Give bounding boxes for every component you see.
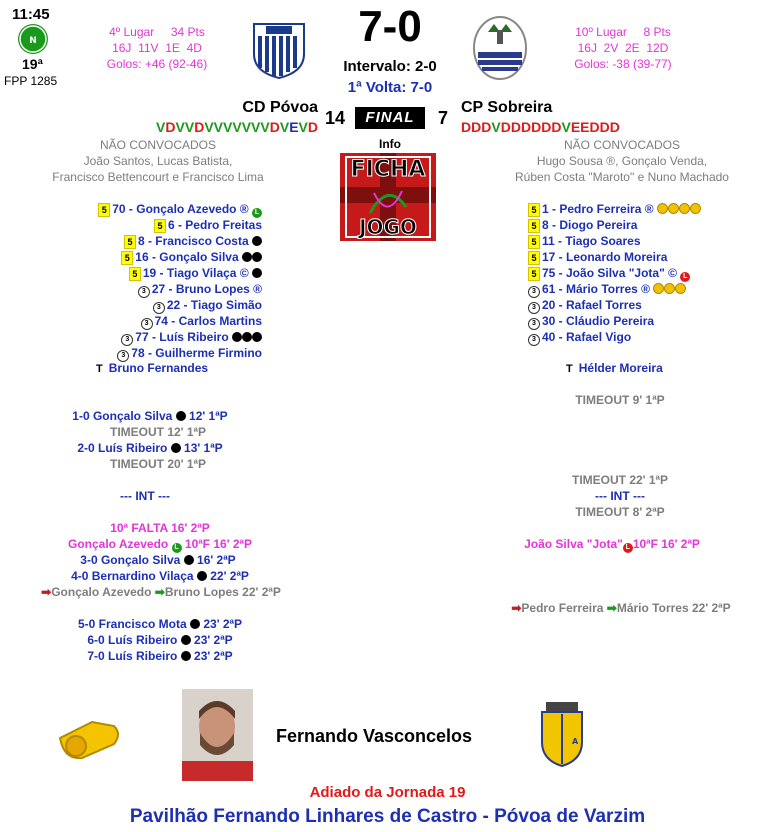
form-result: V [156, 119, 166, 135]
form-result: D [589, 119, 600, 135]
goal-ball-icon [252, 236, 262, 246]
home-team-name[interactable]: CD Póvoa [242, 99, 318, 116]
info-link[interactable]: Info [379, 137, 401, 151]
player-name: 20 - Rafael Torres [542, 298, 642, 312]
goal-event [0, 632, 320, 648]
home-crest[interactable] [246, 14, 312, 80]
ficha-top-text: FICHA [350, 157, 426, 182]
ball-icon [190, 619, 200, 629]
form-result: V [204, 119, 214, 135]
form-result: D [520, 119, 532, 135]
form-result: D [609, 119, 620, 135]
form-result: D [481, 119, 492, 135]
player-name: 16 - Gonçalo Silva [135, 250, 239, 264]
player-row[interactable] [129, 265, 262, 281]
home-position: 4º Lugar 34 Pts [109, 25, 205, 39]
form-result: V [241, 119, 252, 135]
sub-badge: 3 [121, 334, 133, 346]
away-crest[interactable] [468, 12, 532, 82]
player-name: 78 - Guilherme Firmino [131, 346, 262, 360]
final-label: FINAL [365, 109, 415, 126]
player-name: 70 - Gonçalo Azevedo ® [112, 202, 249, 216]
event-detail: 10ªF 16' 2ªP [181, 537, 253, 551]
starter-badge: 5 [124, 235, 136, 249]
arrow-in-icon: ➡ [606, 601, 617, 615]
goal-time: 23' 2ªP [200, 617, 243, 631]
goal-event [0, 616, 320, 632]
coach-icon: T [96, 363, 103, 375]
halftime-score: Intervalo: 2-0 [343, 58, 437, 75]
starter-badge: 5 [528, 203, 540, 217]
away-coach-row[interactable] [566, 361, 663, 375]
player-name: 8 - Diogo Pereira [542, 218, 638, 232]
player-out: Pedro Ferreira [521, 601, 607, 615]
player-name: 27 - Bruno Lopes ® [151, 282, 262, 296]
player-out: Gonçalo Azevedo [51, 585, 155, 599]
away-big-number: 7 [438, 108, 449, 128]
form-result: E [289, 119, 299, 135]
arrow-in-icon: ➡ [154, 585, 165, 599]
home-big-number: 14 [325, 108, 346, 128]
player-name: 11 - Tiago Soares [542, 234, 641, 248]
player-row[interactable] [528, 249, 667, 265]
player-row[interactable] [153, 297, 262, 313]
form-result: V [251, 119, 261, 135]
form-result: V [175, 119, 185, 135]
foul-event: 10ª FALTA 16' 2ªP [110, 521, 210, 535]
away-position: 10º Lugar 8 Pts [575, 25, 671, 39]
form-result: D [461, 119, 472, 135]
final-score: 7-0 [358, 2, 422, 51]
foul-marker-icon [675, 283, 686, 294]
form-result: D [599, 119, 610, 135]
round-label: 19ª [22, 56, 43, 72]
form-result: D [510, 119, 521, 135]
form-result: D [194, 119, 205, 135]
ball-icon [197, 571, 207, 581]
form-result: V [223, 119, 233, 135]
player-row[interactable] [528, 201, 701, 217]
fpp-rank: FPP 1285 [4, 74, 58, 88]
away-team-name[interactable]: CP Sobreira [461, 99, 553, 116]
foul-marker-icon [690, 203, 701, 214]
away-form [461, 119, 620, 135]
away-not-called-line1: Hugo Sousa ®, Gonçalo Venda, [536, 154, 708, 168]
goal-ball-icon [242, 252, 252, 262]
foul-marker-icon [668, 203, 679, 214]
form-result: V [298, 119, 308, 135]
goal-text: 2-0 Luís Ribeiro [77, 441, 168, 455]
goal-text: 3-0 Gonçalo Silva [80, 553, 181, 567]
player-row[interactable] [528, 281, 686, 297]
form-result: V [260, 119, 270, 135]
form-result: E [580, 119, 590, 135]
player-name: João Silva "Jota" [524, 537, 623, 551]
form-result: D [551, 119, 562, 135]
goal-text: 5-0 Francisco Mota [77, 617, 187, 631]
away-not-called-line2: Rúben Costa "Maroto" e Nuno Machado [515, 170, 729, 184]
player-row[interactable] [528, 265, 690, 281]
ball-icon [181, 651, 191, 661]
player-name: 6 - Pedro Freitas [167, 218, 262, 232]
home-goals: Golos: +46 (92-46) [106, 57, 208, 71]
goal-time: 12' 1ªP [185, 409, 228, 423]
match-time: 11:45 [12, 6, 50, 23]
goal-event [0, 408, 300, 424]
final-badge [355, 107, 425, 129]
goal-time: 22' 2ªP [206, 569, 249, 583]
form-result: V [213, 119, 223, 135]
goal-ball-icon [252, 332, 262, 342]
timeout-event: TIMEOUT 9' 1ªP [575, 393, 665, 407]
form-result: D [531, 119, 542, 135]
coach-icon: T [566, 363, 573, 375]
goal-text: 4-0 Bernardino Vilaça [71, 569, 194, 583]
goal-event [0, 568, 320, 584]
player-row[interactable] [124, 233, 262, 249]
home-not-called-line2: Francisco Bettencourt e Francisco Lima [52, 170, 264, 184]
away-coach: Hélder Moreira [578, 361, 663, 375]
away-goals: Golos: -38 (39-77) [574, 57, 672, 71]
goal-ball-icon [242, 332, 252, 342]
starter-badge: 5 [154, 219, 166, 233]
player-name: 8 - Francisco Costa [137, 234, 249, 248]
sub-badge: 3 [138, 286, 150, 298]
ball-icon [176, 411, 186, 421]
sub-badge: 3 [528, 286, 540, 298]
goal-time: 23' 2ªP [190, 633, 233, 647]
goal-time: 16' 2ªP [193, 553, 236, 567]
sub-badge: 3 [528, 334, 540, 346]
referee-name: Fernando Vasconcelos [276, 726, 473, 746]
ficha-bottom-text: JOGO [359, 215, 417, 239]
whistle-icon [52, 708, 124, 764]
ball-icon [181, 635, 191, 645]
starter-badge: 5 [98, 203, 110, 217]
sub-badge: 3 [117, 350, 129, 362]
starter-badge: 5 [528, 235, 540, 249]
red-card-icon: L [623, 543, 633, 553]
arrow-out-icon: ➡ [511, 601, 522, 615]
player-name: 61 - Mário Torres ® [542, 282, 650, 296]
player-row[interactable] [528, 329, 631, 345]
starter-badge: 5 [121, 251, 133, 265]
away-not-called-title: NÃO CONVOCADOS [563, 138, 680, 152]
timeout-event: TIMEOUT 20' 1ªP [110, 457, 206, 471]
home-coach-row[interactable] [96, 361, 208, 375]
form-result: D [307, 119, 318, 135]
player-name: 22 - Tiago Simão [166, 298, 262, 312]
home-record: 16J 11V 1E 4D [112, 41, 202, 55]
timeout-event: TIMEOUT 12' 1ªP [110, 425, 206, 439]
home-not-called-line1: João Santos, Lucas Batista, [83, 154, 233, 168]
player-row[interactable] [154, 217, 262, 233]
player-name: Gonçalo Azevedo [67, 537, 172, 551]
form-result: D [269, 119, 280, 135]
substitution-event [0, 584, 322, 600]
foul-marker-icon [664, 283, 675, 294]
ficha-jogo-logo[interactable] [334, 151, 442, 243]
svg-text:A: A [572, 737, 579, 746]
substitution-event [490, 600, 752, 616]
home-coach: Bruno Fernandes [108, 361, 209, 375]
goal-time: 13' 1ªP [180, 441, 223, 455]
player-in: Bruno Lopes 22' 2ªP [164, 585, 281, 599]
starter-badge: 5 [528, 251, 540, 265]
player-row[interactable] [98, 201, 262, 217]
referee-photo[interactable] [182, 689, 253, 781]
home-stats [92, 24, 222, 72]
timeout-event: TIMEOUT 22' 1ªP [572, 473, 668, 487]
venue[interactable]: Pavilhão Fernando Linhares de Castro - Póvoa de Varzim [129, 806, 646, 827]
foul-marker-icon [653, 283, 664, 294]
starter-badge: 5 [129, 267, 141, 281]
player-name: 19 - Tiago Vilaça © [142, 266, 249, 280]
goal-text: 7-0 Luís Ribeiro [87, 649, 178, 663]
competition-logo[interactable] [18, 24, 48, 54]
arrow-out-icon: ➡ [41, 585, 52, 599]
form-result: V [184, 119, 195, 135]
form-result: D [165, 119, 176, 135]
red-card-icon: L [680, 272, 690, 282]
player-row[interactable] [528, 297, 642, 313]
form-result: V [232, 119, 242, 135]
sub-badge: 3 [528, 318, 540, 330]
player-row[interactable] [528, 217, 637, 233]
form-result: V [279, 119, 290, 135]
player-name: 75 - João Silva "Jota" © [542, 266, 677, 280]
goal-text: 1-0 Gonçalo Silva [72, 409, 173, 423]
card-event [490, 536, 734, 552]
sub-badge: 3 [153, 302, 165, 314]
player-row[interactable] [121, 249, 262, 265]
form-result: V [561, 119, 571, 135]
goal-event [0, 552, 316, 568]
goal-ball-icon [252, 252, 262, 262]
away-not-called [484, 137, 760, 185]
ball-icon [184, 555, 194, 565]
foul-marker-icon [657, 203, 668, 214]
event-detail: 10ªF 16' 2ªP [632, 537, 700, 551]
player-name: 77 - Luís Ribeiro [135, 330, 229, 344]
interval-marker: --- INT --- [120, 489, 170, 503]
player-row[interactable] [138, 281, 262, 297]
starter-badge: 5 [528, 267, 540, 281]
player-name: 74 - Carlos Martins [154, 314, 262, 328]
goal-time: 23' 2ªP [190, 649, 233, 663]
form-result: V [491, 119, 501, 135]
foul-marker-icon [679, 203, 690, 214]
player-row[interactable] [117, 345, 262, 361]
player-row[interactable] [528, 313, 654, 329]
player-row[interactable] [121, 329, 262, 345]
form-result: D [500, 119, 511, 135]
goal-text: 6-0 Luís Ribeiro [87, 633, 178, 647]
home-form [100, 119, 318, 135]
player-in: Mário Torres 22' 2ªP [616, 601, 731, 615]
form-result: E [570, 119, 581, 135]
home-not-called [20, 137, 296, 185]
referee-association-crest [536, 700, 588, 768]
home-not-called-title: NÃO CONVOCADOS [99, 138, 216, 152]
svg-text:N: N [29, 36, 37, 46]
goal-event [0, 648, 320, 664]
away-stats [558, 24, 688, 72]
card-event [0, 536, 320, 552]
player-name: 30 - Cláudio Pereira [542, 314, 655, 328]
sub-badge: 3 [528, 302, 540, 314]
postponed-note: Adiado da Jornada 19 [309, 784, 466, 801]
goal-ball-icon [252, 268, 262, 278]
green-card-icon: L [172, 543, 182, 553]
ball-icon [171, 443, 181, 453]
first-leg-score: 1ª Volta: 7-0 [347, 79, 433, 96]
goal-ball-icon [232, 332, 242, 342]
player-name: 17 - Leonardo Moreira [542, 250, 668, 264]
interval-marker: --- INT --- [595, 489, 645, 503]
starter-badge: 5 [528, 219, 540, 233]
away-record: 16J 2V 2E 12D [577, 41, 669, 55]
player-name: 1 - Pedro Ferreira ® [542, 202, 654, 216]
form-result: D [471, 119, 482, 135]
player-row[interactable] [528, 233, 641, 249]
player-name: 40 - Rafael Vigo [542, 330, 632, 344]
form-result: D [541, 119, 552, 135]
player-row[interactable] [141, 313, 262, 329]
goal-event [0, 440, 300, 456]
sub-badge: 3 [141, 318, 153, 330]
green-card-icon: L [252, 208, 262, 218]
timeout-event: TIMEOUT 8' 2ªP [575, 505, 665, 519]
